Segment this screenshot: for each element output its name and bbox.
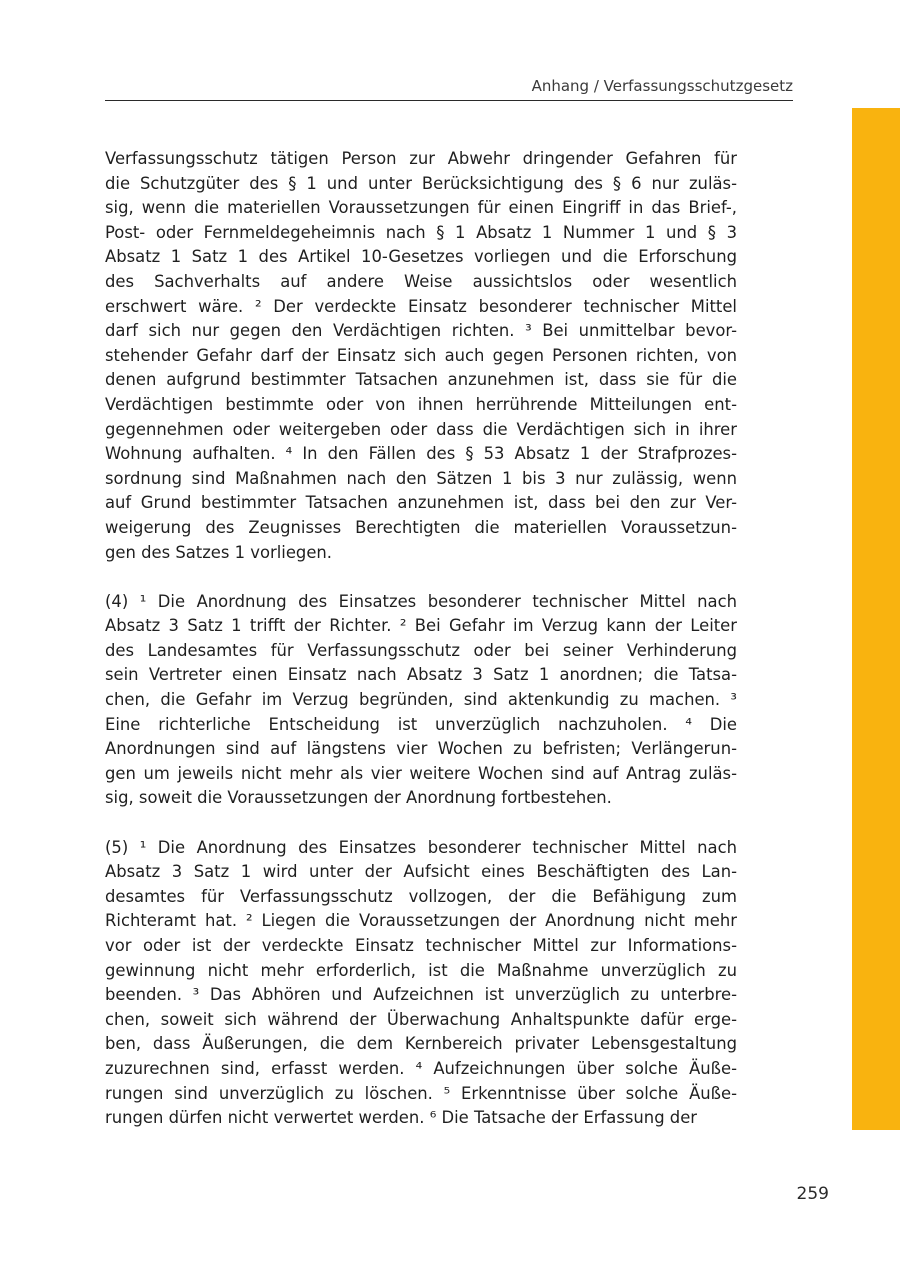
text-line: beenden. ³ Das Abhören und Aufzeichnen ist unverzüglich zu unterbre-	[105, 985, 737, 1005]
text-line: desamtes für Verfassungsschutz vollzogen, der die Befähigung zum	[105, 886, 737, 906]
body-text	[105, 147, 737, 1131]
text-line: des Sachverhalts auf andere Weise aussichtslos oder wesentlich	[105, 271, 737, 291]
text-line: chen, soweit sich während der Überwachung Anhaltspunkte dafür erge-	[105, 1009, 737, 1029]
text-line: Verdächtigen bestimmte oder von ihnen herrührende Mitteilungen ent-	[105, 394, 737, 414]
text-line: gewinnung nicht mehr erforderlich, ist die Maßnahme unverzüglich zu	[105, 960, 737, 980]
paragraph-gap	[105, 565, 737, 590]
paragraph-gap	[105, 811, 737, 836]
text-line: Wohnung aufhalten. ⁴ In den Fällen des § 53 Absatz 1 der Strafprozes-	[105, 444, 737, 464]
text-line: vor oder ist der verdeckte Einsatz technischer Mittel zur Informations-	[105, 936, 737, 955]
text-line: Anordnungen sind auf längstens vier Wochen zu befristen; Verlängerun-	[105, 739, 737, 759]
text-line: Absatz 3 Satz 1 trifft der Richter. ² Bei Gefahr im Verzug kann der Leiter	[105, 616, 737, 636]
text-line: Richteramt hat. ² Liegen die Voraussetzungen der Anordnung nicht mehr	[105, 911, 737, 931]
text-line: darf sich nur gegen den Verdächtigen richten. ³ Bei unmittelbar bevor-	[105, 321, 737, 341]
text-line: chen, die Gefahr im Verzug begründen, sind aktenkundig zu machen. ³	[105, 690, 737, 710]
text-line: Absatz 1 Satz 1 des Artikel 10-Gesetzes vorliegen und die Erforschung	[105, 247, 737, 267]
text-line: (4) ¹ Die Anordnung des Einsatzes besonderer technischer Mittel nach	[105, 591, 737, 611]
text-line: Absatz 3 Satz 1 wird unter der Aufsicht eines Beschäftigten des Lan-	[105, 862, 737, 882]
page-number: 259	[796, 1184, 829, 1204]
text-line: sordnung sind Maßnahmen nach den Sätzen 1 bis 3 nur zulässig, wenn	[105, 468, 737, 488]
text-line: zuzurechnen sind, erfasst werden. ⁴ Aufzeichnungen über solche Äuße-	[105, 1058, 737, 1078]
header-rule	[105, 100, 793, 101]
text-line: Eine richterliche Entscheidung ist unverzüglich nachzuholen. ⁴ Die	[105, 714, 737, 734]
text-line: sein Vertreter einen Einsatz nach Absatz 3 Satz 1 anordnen; die Tatsa-	[105, 665, 737, 685]
text-line: gegennehmen oder weitergeben oder dass die Verdächtigen sich in ihrer	[105, 419, 737, 439]
paragraph	[105, 147, 737, 565]
text-line: des Landesamtes für Verfassungsschutz oder bei seiner Verhinderung	[105, 640, 737, 660]
text-line: erschwert wäre. ² Der verdeckte Einsatz besonderer technischer Mittel	[105, 296, 737, 316]
text-line: Post- oder Fernmeldegeheimnis nach § 1 Absatz 1 Nummer 1 und § 3	[105, 222, 737, 242]
text-line: sig, soweit die Voraussetzungen der Anordnung fortbestehen.	[105, 788, 612, 808]
text-line: rungen sind unverzüglich zu löschen. ⁵ Erkenntnisse über solche Äuße-	[105, 1083, 737, 1103]
text-line: die Schutzgüter des § 1 und unter Berücksichtigung des § 6 nur zuläs-	[105, 173, 737, 193]
text-line: (5) ¹ Die Anordnung des Einsatzes besonderer technischer Mittel nach	[105, 837, 737, 857]
paragraph	[105, 836, 737, 1131]
text-line: weigerung des Zeugnisses Berechtigten die materiellen Voraussetzun-	[105, 517, 737, 537]
text-line: gen um jeweils nicht mehr als vier weitere Wochen sind auf Antrag zuläs-	[105, 763, 737, 783]
text-line: denen aufgrund bestimmter Tatsachen anzunehmen ist, dass sie für die	[105, 370, 737, 390]
text-line: Verfassungsschutz tätigen Person zur Abwehr dringender Gefahren für	[105, 149, 737, 168]
section-tab-marker	[852, 108, 900, 1130]
running-header: Anhang / Verfassungsschutzgesetz	[531, 77, 793, 95]
text-line: ben, dass Äußerungen, die dem Kernbereich privater Lebensgestaltung	[105, 1034, 737, 1054]
text-line: sig, wenn die materiellen Voraussetzungen für einen Eingriff in das Brief-,	[105, 198, 737, 218]
text-line: rungen dürfen nicht verwertet werden. ⁶ Die Tatsache der Erfassung der	[105, 1108, 698, 1128]
text-line: stehender Gefahr darf der Einsatz sich auch gegen Personen richten, von	[105, 345, 737, 365]
paragraph	[105, 590, 737, 811]
text-line: auf Grund bestimmter Tatsachen anzunehmen ist, dass bei den zur Ver-	[105, 493, 737, 513]
text-line: gen des Satzes 1 vorliegen.	[105, 542, 333, 562]
